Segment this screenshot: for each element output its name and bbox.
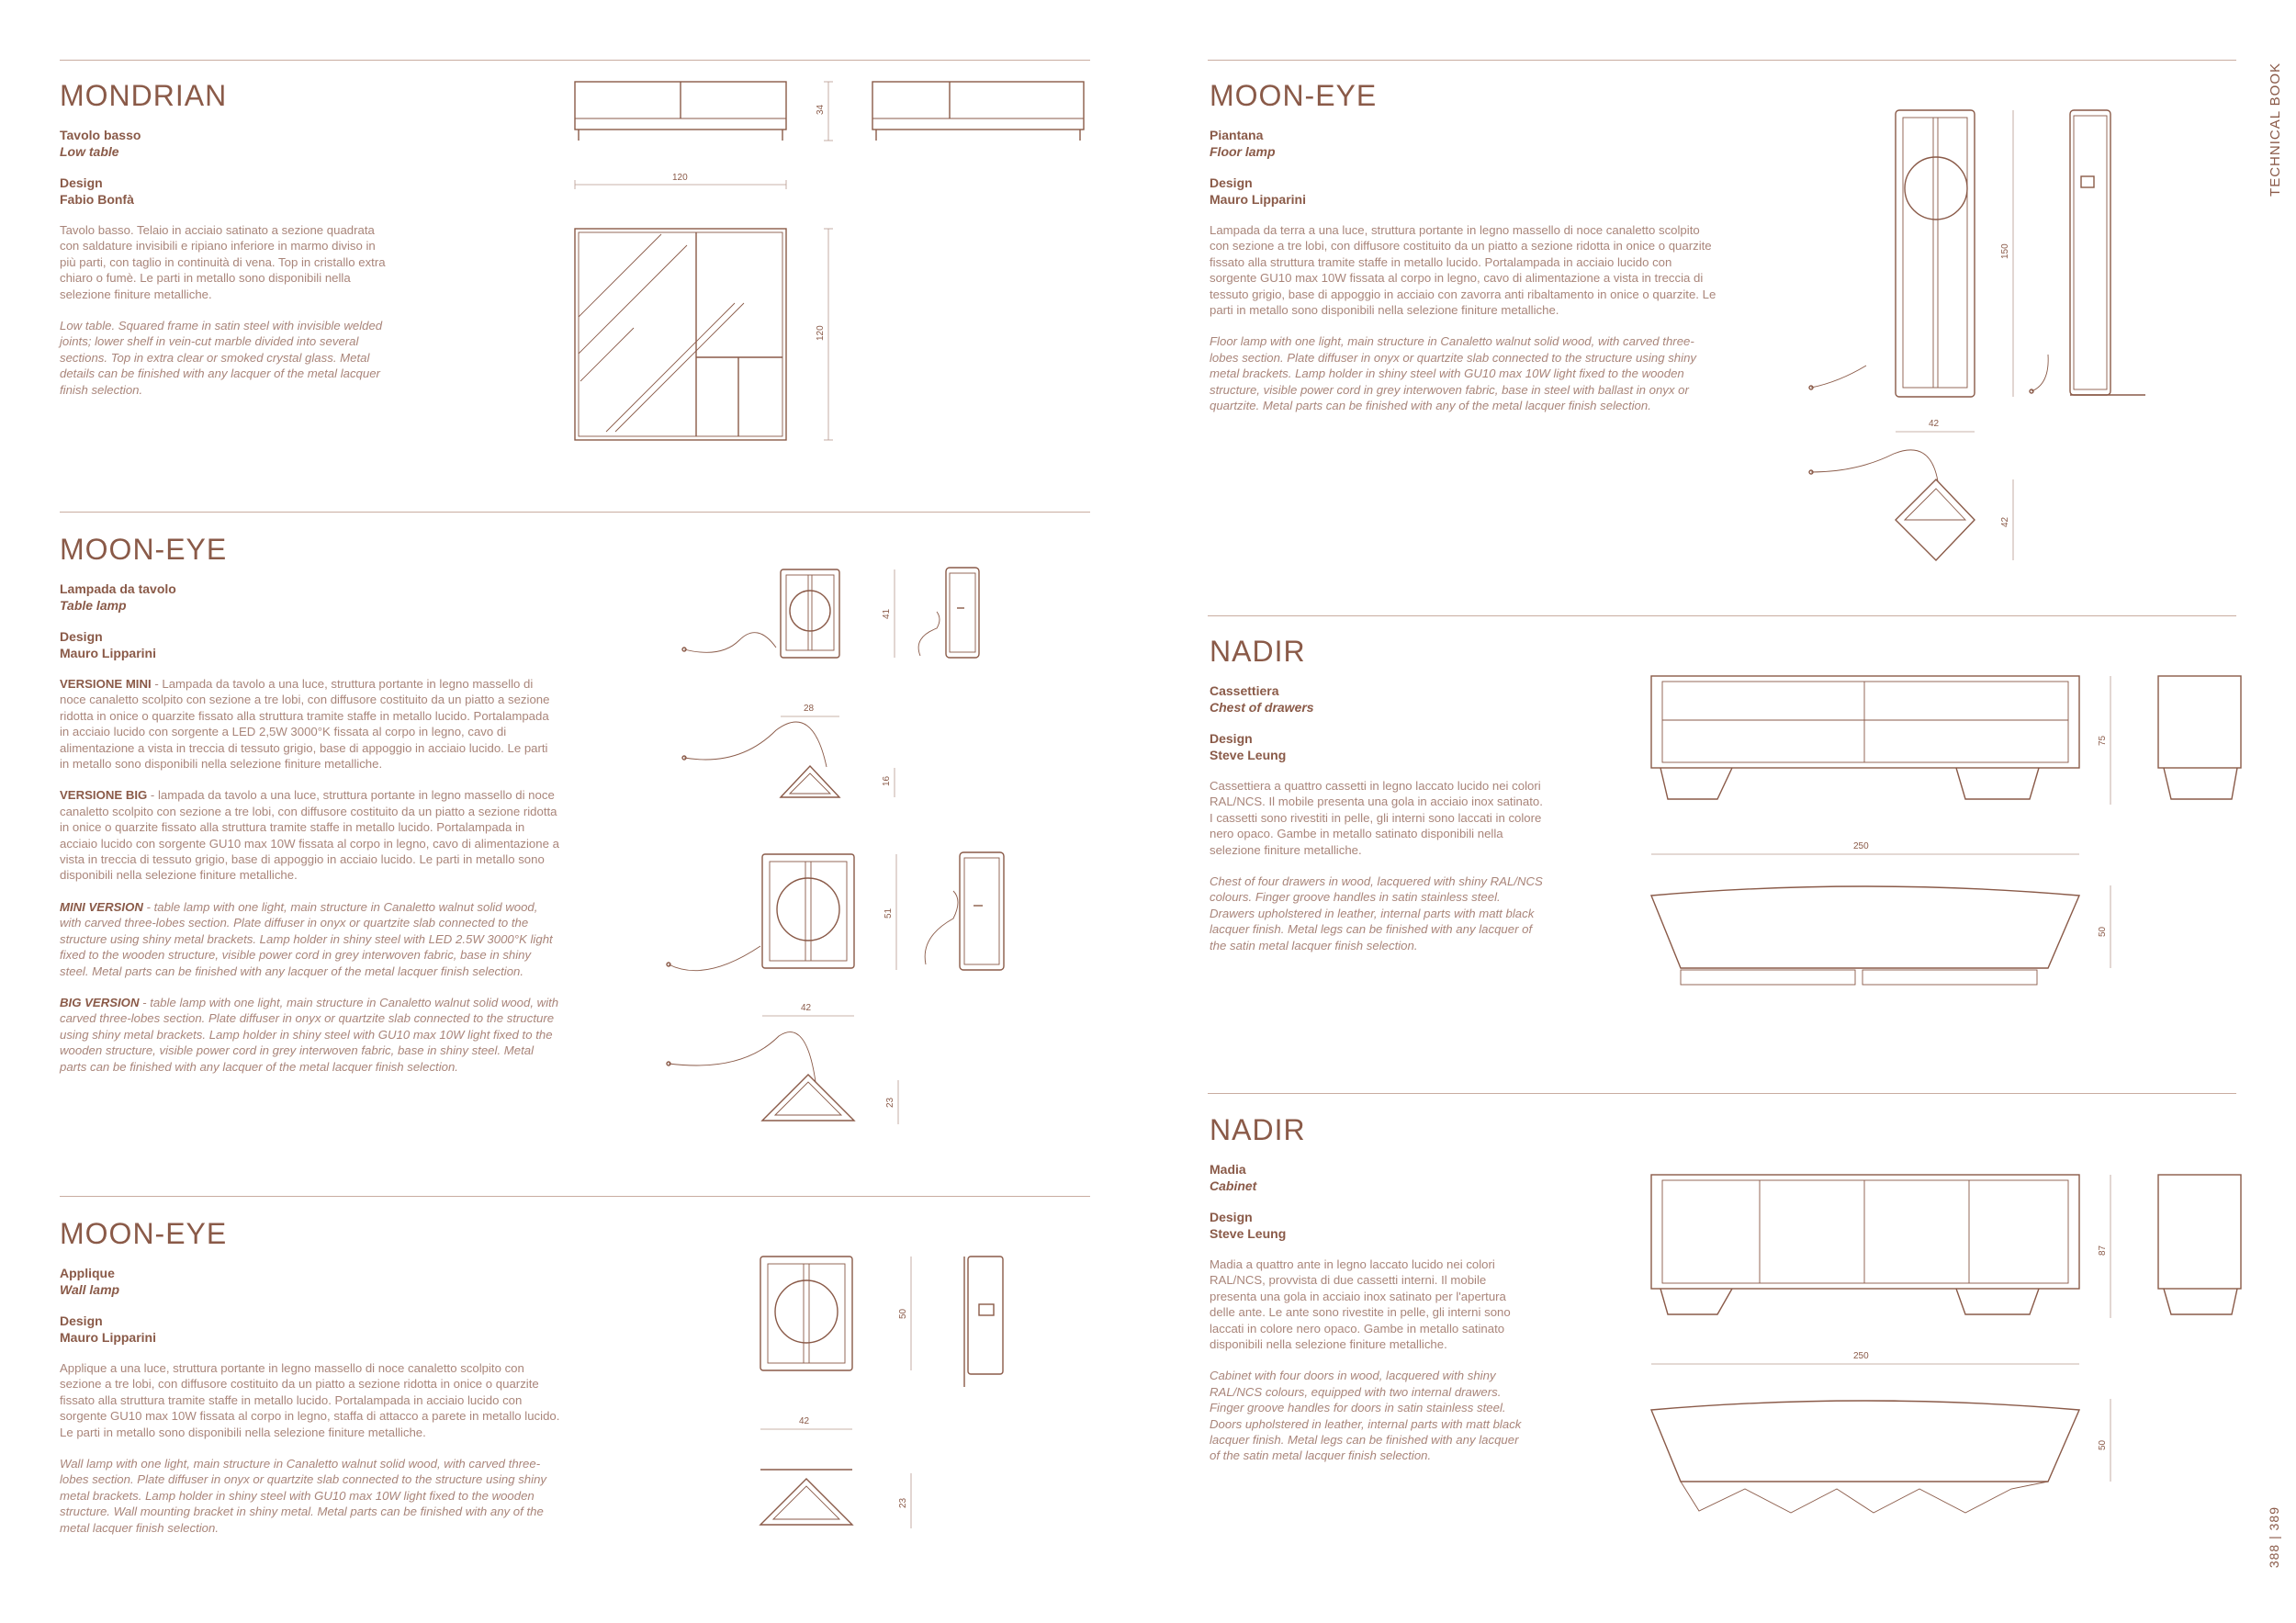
product-type-en: Floor lamp	[1210, 144, 1276, 159]
description-en: Chest of four drawers in wood, lacquered with shiny RAL/NCS colours. Finger groove handles in satin stainless steel. Drawers upholstered in leather, internal parts with matt black lacquer finish. Metal legs can be finished with any lacquer of the satin metal lacquer finish selection.	[1210, 874, 1543, 952]
description-it: Applique a una luce, struttura portante in legno massello di noce canaletto scolpito con sezione a tre lobi, con diffusore costituito da un piatto a sezione ridotta in onice o quarzite fissato alla struttura tramite staffe in metallo lucido. Portalampada in acciaio lucido con sorgente GU10 max 10W fissata al corpo in legno, staffa di attacco a parete in metallo lucido. Le parti in metallo sono disponibili nella selezione finiture metalliche.	[60, 1361, 560, 1439]
big-version-text-it: - lampada da tavolo a una luce, struttura portante in legno massello di noce canaletto scolpito con sezione a tre lobi, con diffusore costituito da un piatto a sezione ridotta in onice o quarzite fissato alla struttura tramite staffe in metallo lucido. Portalampada in acciaio lucido con sorgente GU10 max 10W fissata al corpo in legno, cavo di alimentazione a vista in treccia di tessuto grigio, base di appoggio in acciaio lucido. Le parti in metallo sono disponibili nella selezione finiture metalliche.	[60, 788, 559, 883]
description-en: Low table. Squared frame in satin steel with invisible welded joints; lower shelf in vein-cut marble divided into several sections. Top in extra clear or smoked crystal glass. Metal details can be finished with any lacquer of the metal lacquer finish selection.	[60, 319, 383, 397]
designer-name: Mauro Lipparini	[60, 1330, 156, 1345]
mondrian-height-dim: 34	[816, 104, 826, 115]
design-label: Design	[60, 629, 103, 644]
nadir-cabinet-technical-drawing	[1644, 1171, 2250, 1548]
design-label: Design	[1210, 175, 1253, 190]
mini-version-label-it: VERSIONE MINI	[60, 677, 152, 691]
mini-version-text-en: - table lamp with one light, main structure in Canaletto walnut solid wood, with carved three-lobes section. Plate diffuser in onyx or quartzite slab connected to the structure using shiny metal brackets. Lamp holder in shiny steel with LED 2.5W 3000°K light fixed to the wooden structure, visible power cord in grey interwoven fabric, base in shiny steel. Metal parts can be finished with any lacquer of the metal lacquer finish selection.	[60, 899, 553, 978]
section-moon-eye-floor	[1210, 81, 1719, 429]
designer-name: Mauro Lipparini	[1210, 192, 1306, 207]
product-type-it: Lampada da tavolo	[60, 581, 176, 596]
design-label: Design	[1210, 731, 1253, 746]
product-type-en: Wall lamp	[60, 1282, 120, 1297]
product-type-en: Cabinet	[1210, 1178, 1257, 1193]
wall-width-dim: 42	[799, 1416, 810, 1426]
floor-height-dim: 150	[2000, 243, 2010, 259]
technical-book-tab: TECHNICAL BOOK	[2268, 62, 2283, 197]
product-type-en: Chest of drawers	[1210, 700, 1314, 715]
description-it: Tavolo basso. Telaio in acciaio satinato a sezione quadrata con saldature invisibili e ripiano inferiore in marmo diviso in più parti, con taglio in continuità di vena. Top in cristallo extra chiaro o fumè. Le parti in metallo sono disponibili nella selezione finiture metalliche.	[60, 223, 386, 301]
product-type-en: Low table	[60, 144, 119, 159]
product-title: MONDRIAN	[60, 79, 228, 112]
moon-eye-table-technical-drawing	[661, 560, 1029, 1139]
chest-height-dim: 75	[2098, 735, 2108, 746]
description-big-en	[60, 995, 560, 1075]
mini-width-dim: 28	[804, 704, 815, 714]
moon-eye-floor-drawing	[1800, 101, 2149, 583]
cabinet-depth-dim: 50	[2098, 1439, 2108, 1450]
designer-name: Fabio Bonfà	[60, 192, 134, 207]
moon-eye-floor-technical-drawing	[1800, 101, 2149, 579]
divider-nadir-chest	[1208, 615, 2236, 616]
mondrian-depth-dim: 120	[816, 325, 826, 341]
mini-version-label-en: MINI VERSION	[60, 899, 143, 914]
description-it: Lampada da terra a una luce, struttura portante in legno massello di noce canaletto scolpito con sezione a tre lobi, con diffusore costituito da un piatto a sezione ridotta in onice o quarzite fissato alla struttura tramite staffe in metallo lucido. Portalampada in acciaio lucido con sorgente GU10 max 10W fissata al corpo in legno, cavo di alimentazione a vista in treccia di tessuto grigio, base di appoggio in acciaio con zavorra anti ribaltamento in onice o quarzite. Le parti in metallo sono disponibili nella selezione finiture metalliche.	[1210, 223, 1716, 318]
product-type-it: Cassettiera	[1210, 683, 1279, 698]
divider-moon-eye-table	[60, 512, 1090, 513]
product-title: MOON-EYE	[1210, 79, 1378, 112]
designer-name: Steve Leung	[1210, 1226, 1287, 1241]
cabinet-width-dim: 250	[1853, 1351, 1869, 1361]
chest-depth-dim: 50	[2098, 926, 2108, 937]
nadir-chest-technical-drawing	[1644, 671, 2250, 1020]
design-label: Design	[1210, 1210, 1253, 1224]
divider-moon-eye-floor	[1208, 60, 2236, 61]
section-moon-eye-table	[60, 535, 560, 1090]
mondrian-drawing	[569, 78, 1102, 450]
design-label: Design	[60, 1313, 103, 1328]
mini-version-text-it: - Lampada da tavolo a una luce, struttura portante in legno massello di noce canaletto scolpito con sezione a tre lobi, con diffusore costituito da un piatto a sezione ridotta in onice o quarzite fissato alla struttura tramite staffe in metallo lucido. Portalampada in acciaio lucido con sorgente a LED 2,5W 3000°K fissata al corpo in legno, cavo di alimentazione a vista in treccia di tessuto grigio, base di appoggio in acciaio lucido. Le parti in metallo sono disponibili nella selezione finiture metalliche.	[60, 677, 550, 772]
description-it: Madia a quattro ante in legno laccato lucido nei colori RAL/NCS, provvista di due cassetti interni. Il mobile presenta una gola in acciaio inox satinato per l'apertura delle ante. Le ante sono rivestite in pelle, gli interni sono laccati in colore nero opaco. Gambe in metallo satinato disponibili nella selezione finiture metalliche.	[1210, 1257, 1511, 1352]
moon-eye-wall-drawing	[753, 1249, 1047, 1557]
mondrian-width-dim: 120	[672, 173, 688, 183]
divider-mondrian	[60, 60, 1090, 61]
chest-width-dim: 250	[1853, 841, 1869, 851]
page-numbers: 388 | 389	[2267, 1505, 2281, 1568]
wall-height-dim: 50	[898, 1308, 908, 1319]
moon-eye-table-drawing	[661, 560, 1029, 1144]
product-title: NADIR	[1210, 1113, 1306, 1146]
description-en: Floor lamp with one light, main structure in Canaletto walnut solid wood, with carved three-lobes section. Plate diffuser in onyx or quartzite slab connected to the structure using shiny metal brackets. Lamp holder in shiny steel with GU10 max 10W light fixed to the wooden structure, visible power cord in grey interwoven fabric, base in steel with ballast in onyx or quartzite. Metal parts can be finished with any of the metal lacquer finish selection.	[1210, 334, 1696, 413]
section-mondrian	[60, 81, 395, 413]
nadir-cabinet-drawing	[1644, 1171, 2250, 1552]
product-type-it: Applique	[60, 1266, 115, 1280]
description-mini-it	[60, 676, 560, 772]
nadir-chest-drawing	[1644, 671, 2250, 1024]
big-depth-dim: 23	[885, 1097, 895, 1108]
wall-depth-dim: 23	[898, 1497, 908, 1508]
floor-depth-dim: 42	[2000, 516, 2010, 527]
description-mini-en	[60, 899, 560, 979]
mini-height-dim: 41	[882, 608, 892, 619]
product-title: MOON-EYE	[60, 1217, 228, 1250]
mini-depth-dim: 16	[882, 775, 892, 786]
big-version-text-en: - table lamp with one light, main structure in Canaletto walnut solid wood, with carved three-lobes section. Plate diffuser in onyx or quartzite slab connected to the structure using shiny metal brackets. Lamp holder in shiny steel with GU10 max 10W light fixed to the wooden structure, visible power cord in grey interwoven fabric, base in shiny steel. Metal parts can be finished with any lacquer of the metal lacquer finish selection.	[60, 995, 559, 1074]
product-type-it: Tavolo basso	[60, 128, 141, 142]
moon-eye-wall-technical-drawing	[753, 1249, 1047, 1552]
description-en: Cabinet with four doors in wood, lacquered with shiny RAL/NCS colours, equipped with two internal drawers. Finger groove handles for doors in satin stainless steel. Doors upholstered in leather, internal parts with matt black lacquer finish. Metal legs can be finished with any lacquer of the satin metal lacquer finish selection.	[1210, 1369, 1522, 1463]
designer-name: Steve Leung	[1210, 748, 1287, 762]
cabinet-height-dim: 87	[2098, 1245, 2108, 1256]
designer-name: Mauro Lipparini	[60, 646, 156, 660]
design-label: Design	[60, 175, 103, 190]
floor-width-dim: 42	[1929, 419, 1940, 429]
section-moon-eye-wall	[60, 1219, 567, 1551]
product-title: MOON-EYE	[60, 533, 228, 566]
description-it: Cassettiera a quattro cassetti in legno laccato lucido nei colori RAL/NCS. Il mobile presenta una gola in acciaio inox satinato. I cassetti sono rivestiti in pelle, gli interni sono laccati in colore nero opaco. Gambe in metallo satinato disponibili nella selezione finiture metalliche.	[1210, 779, 1543, 857]
big-version-label-en: BIG VERSION	[60, 995, 140, 1009]
product-type-it: Madia	[1210, 1162, 1246, 1177]
description-big-it	[60, 787, 560, 883]
divider-nadir-cabinet	[1208, 1093, 2236, 1094]
mondrian-technical-drawing	[569, 78, 1102, 445]
big-width-dim: 42	[801, 1003, 812, 1013]
section-nadir-cabinet	[1210, 1115, 1526, 1480]
big-version-label-it: VERSIONE BIG	[60, 788, 148, 803]
section-nadir-chest	[1210, 637, 1545, 969]
description-en: Wall lamp with one light, main structure in Canaletto walnut solid wood, with carved three-lobes section. Plate diffuser in onyx or quartzite slab connected to the structure using shiny metal brackets. Lamp holder in shiny steel with GU10 max 10W light fixed to the wooden structure. Wall mounting bracket in shiny metal. Metal parts can be finished with any of the metal lacquer finish selection.	[60, 1457, 546, 1535]
product-type-it: Piantana	[1210, 128, 1264, 142]
divider-moon-eye-wall	[60, 1196, 1090, 1197]
product-title: NADIR	[1210, 635, 1306, 668]
product-type-en: Table lamp	[60, 598, 127, 613]
big-height-dim: 51	[884, 907, 894, 919]
